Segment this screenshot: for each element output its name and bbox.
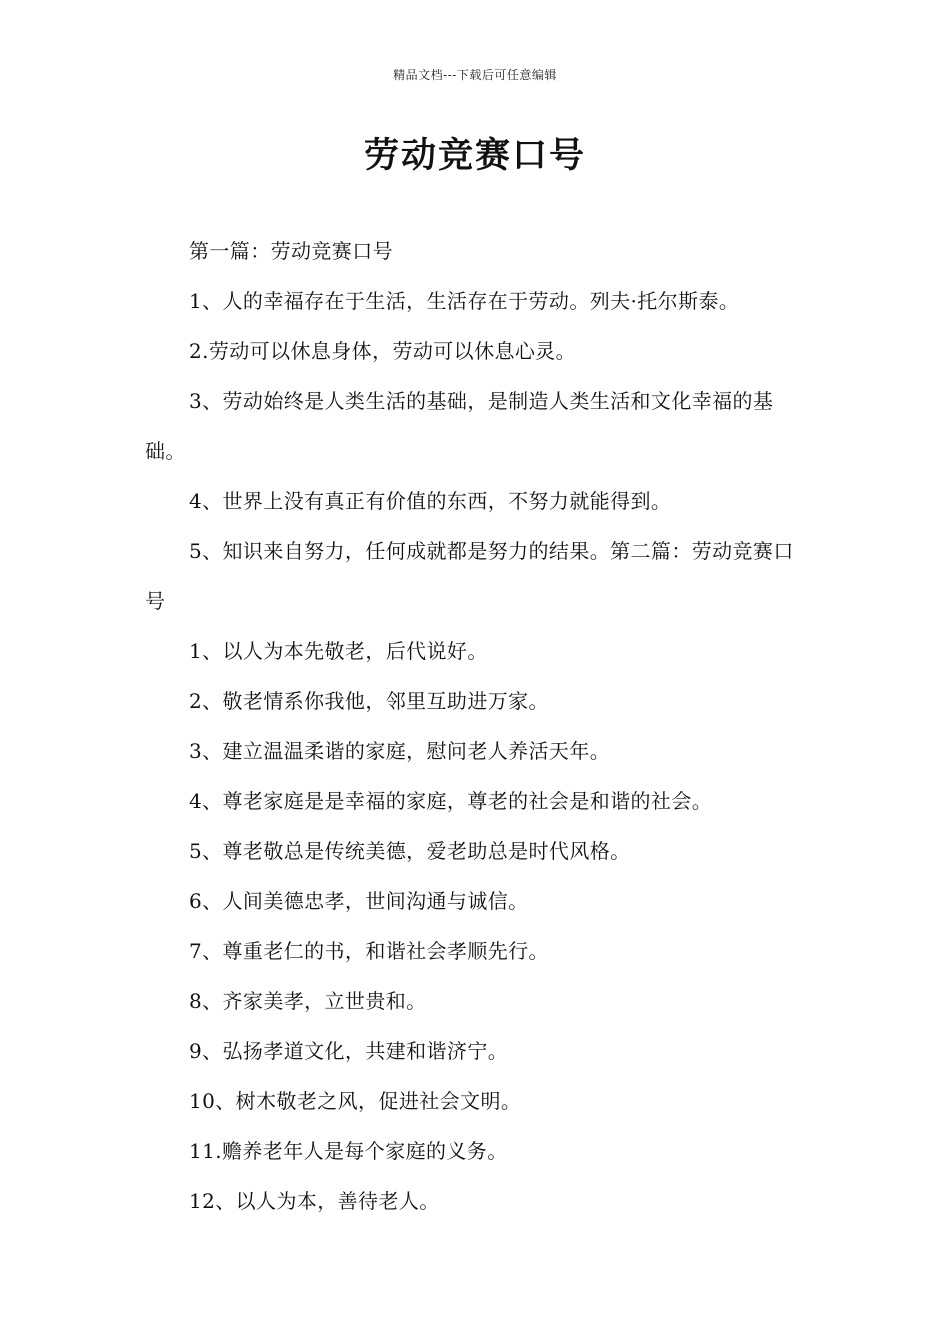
paragraph-item: 11.赡养老年人是每个家庭的义务。 xyxy=(189,1139,508,1163)
paragraph-item: 4、尊老家庭是是幸福的家庭，尊老的社会是和谐的社会。 xyxy=(189,789,713,813)
paragraph-item: 1、人的幸福存在于生活，生活存在于劳动。列夫·托尔斯泰。 xyxy=(189,289,740,313)
paragraph-item: 9、弘扬孝道文化，共建和谐济宁。 xyxy=(189,1039,509,1063)
document-title: 劳动竞赛口号 xyxy=(363,136,586,176)
paragraph-item: 3、建立温温柔谐的家庭，慰问老人养活天年。 xyxy=(189,739,611,763)
paragraph-item: 2、敬老情系你我他，邻里互助进万家。 xyxy=(189,689,549,713)
paragraph-item: 4、世界上没有真正有价值的东西，不努力就能得到。 xyxy=(189,489,672,513)
paragraph-item: 8、齐家美孝，立世贵和。 xyxy=(189,989,427,1013)
paragraph-item: 2.劳动可以休息身体，劳动可以休息心灵。 xyxy=(189,339,577,363)
paragraph-section-heading: 第一篇：劳动竞赛口号 xyxy=(189,239,393,263)
paragraph-item: 3、劳动始终是人类生活的基础，是制造人类生活和文化幸福的基础。 xyxy=(145,389,774,463)
paragraph-item: 7、尊重老仁的书，和谐社会孝顺先行。 xyxy=(189,939,549,963)
document-body xyxy=(145,226,810,1226)
header-note: 精品文档---下载后可任意编辑 xyxy=(393,68,557,82)
paragraph-item: 1、以人为本先敬老，后代说好。 xyxy=(189,639,488,663)
paragraph-item: 5、知识来自努力，任何成就都是努力的结果。第二篇：劳动竞赛口号 xyxy=(145,539,794,613)
paragraph-item: 12、以人为本，善待老人。 xyxy=(189,1189,440,1213)
paragraph-item: 5、尊老敬总是传统美德，爱老助总是时代风格。 xyxy=(189,839,631,863)
paragraph-item: 6、人间美德忠孝，世间沟通与诚信。 xyxy=(189,889,529,913)
paragraph-item: 10、树木敬老之风，促进社会文明。 xyxy=(189,1089,522,1113)
